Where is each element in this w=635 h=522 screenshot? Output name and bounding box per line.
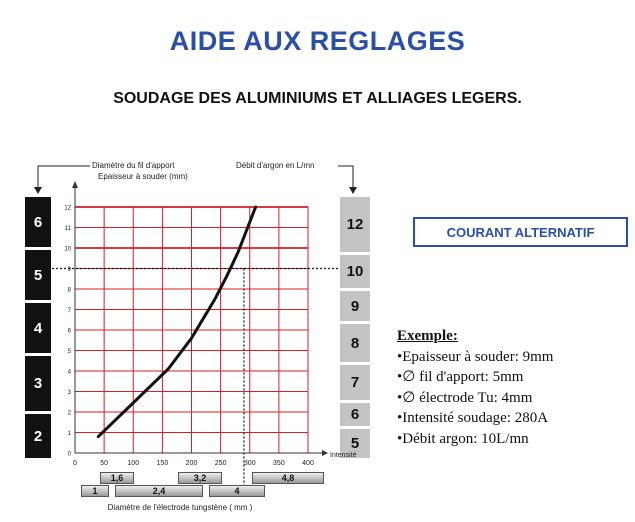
curve-point-2 <box>144 391 146 393</box>
example-panel <box>397 326 553 449</box>
electrode-axis-label: Diamètre de l'électrode tungstène ( mm ) <box>107 503 253 512</box>
y-tick-label-6: 6 <box>67 328 71 335</box>
right-scale-8: 8 <box>340 324 370 362</box>
setting-curve <box>98 207 255 437</box>
thickness-header: Epaisseur à souder (mm) <box>98 172 188 181</box>
x-tick-label-400: 400 <box>302 460 314 467</box>
electrode-diameter-1: 1 <box>81 485 109 497</box>
y-tick-label-5: 5 <box>67 349 71 355</box>
left-scale-4: 4 <box>25 303 51 353</box>
y-tick-label-10: 10 <box>64 246 71 253</box>
y-tick-label-1: 1 <box>67 431 71 437</box>
example-title: Exemple: <box>397 328 458 344</box>
y-tick-label-9: 9 <box>67 267 71 273</box>
x-axis-label: Intensité <box>330 452 357 459</box>
curve-point-1 <box>121 413 123 415</box>
left-scale-5: 5 <box>25 250 51 300</box>
x-axis-arrow <box>322 450 328 456</box>
fil-diameter-header: Diamètre du fil d'apport <box>92 161 175 170</box>
x-tick-label-0: 0 <box>73 460 77 467</box>
x-tick-label-100: 100 <box>127 460 140 467</box>
x-tick-label-300: 300 <box>243 460 256 467</box>
right-scale-6: 6 <box>340 403 370 426</box>
y-tick-label-11: 11 <box>64 226 71 232</box>
electrode-diameter-4: 4 <box>209 485 265 497</box>
current-mode-box: COURANT ALTERNATIF <box>413 217 628 247</box>
y-axis-arrow <box>72 181 78 188</box>
y-tick-label-7: 7 <box>67 308 71 314</box>
electrode-diameter-2-4: 2,4 <box>115 485 203 497</box>
left-scale-3: 3 <box>25 356 51 411</box>
argon-flow-header: Débit d'argon en L/mn <box>236 161 315 170</box>
example-line-thickness: •Epaisseur à souder: 9mm <box>397 348 554 365</box>
left-scale-2: 2 <box>25 414 51 458</box>
curve-point-3 <box>167 368 169 370</box>
curve-point-5 <box>214 298 216 300</box>
right-scale-10: 10 <box>340 255 370 288</box>
y-tick-label-8: 8 <box>67 287 71 294</box>
left-scale-6: 6 <box>25 197 51 247</box>
curve-point-7 <box>237 251 239 253</box>
y-tick-label-3: 3 <box>67 390 71 396</box>
right-scale-9: 9 <box>340 291 370 321</box>
x-tick-label-350: 350 <box>273 460 285 467</box>
fil-diameter-4-8: 4,8 <box>252 472 324 484</box>
x-tick-label-250: 250 <box>214 460 227 467</box>
fil-diameter-1-6: 1,6 <box>100 472 134 484</box>
curve-point-8 <box>255 206 257 208</box>
x-tick-label-150: 150 <box>156 460 169 467</box>
x-tick-label-200: 200 <box>185 460 198 467</box>
x-tick-label-50: 50 <box>100 460 109 467</box>
example-line-electrode: •∅ électrode Tu: 4mm <box>397 389 533 406</box>
page-title: AIDE AUX REGLAGES <box>169 26 466 56</box>
right-scale-5: 5 <box>340 429 370 458</box>
y-tick-label-2: 2 <box>67 410 71 417</box>
example-line-argon: •Débit argon: 10L/mn <box>397 430 529 447</box>
fil-diameter-3-2: 3,2 <box>178 472 222 484</box>
right-scale-7: 7 <box>340 365 370 400</box>
curve-point-4 <box>191 337 193 339</box>
right-scale-12: 12 <box>340 197 370 252</box>
page-subtitle: SOUDAGE DES ALUMINIUMS ET ALLIAGES LEGERS. <box>113 90 522 107</box>
example-line-fil: •∅ fil d'apport: 5mm <box>397 369 524 385</box>
curve-point-6 <box>226 276 228 278</box>
example-line-intensity: •Intensité soudage: 280A <box>397 410 549 426</box>
y-tick-label-4: 4 <box>67 369 71 376</box>
y-tick-label-12: 12 <box>64 205 71 212</box>
curve-point-0 <box>98 436 100 438</box>
y-tick-label-0: 0 <box>67 451 71 458</box>
